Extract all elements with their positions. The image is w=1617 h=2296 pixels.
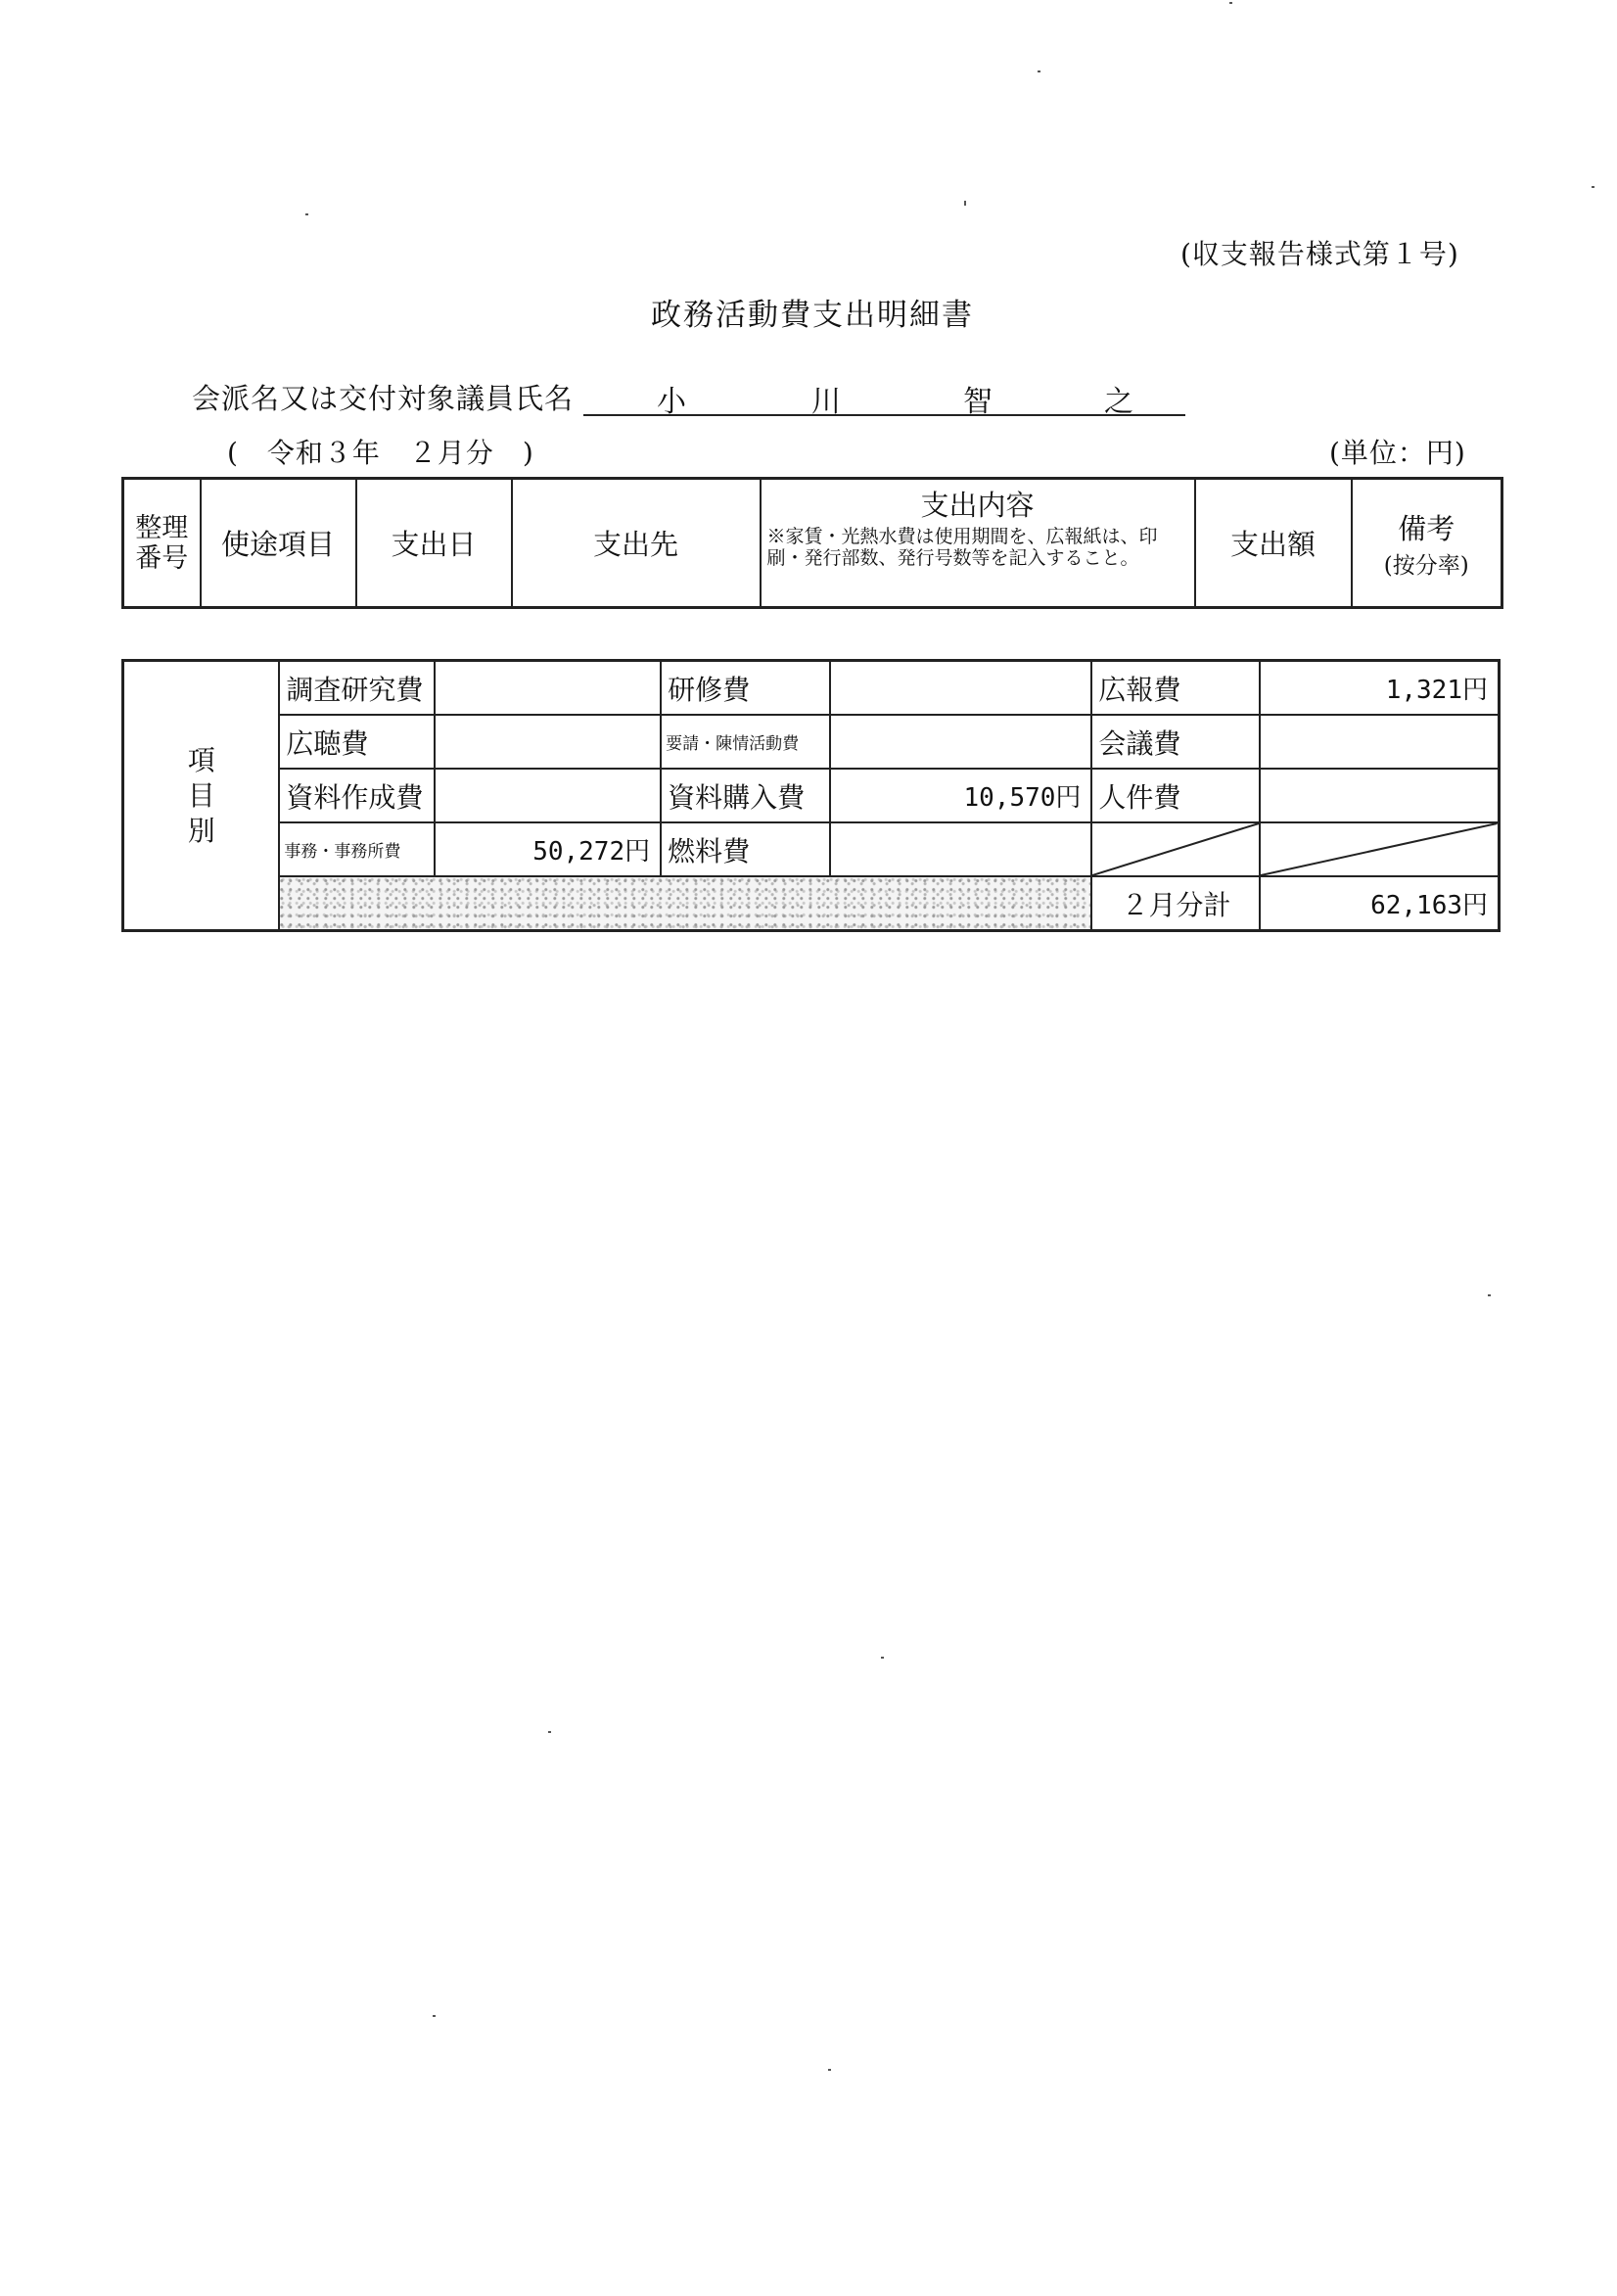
period: ( 令和３年 ２月分 ) [227,437,534,469]
detail-header-table [121,477,1503,609]
summary-row [123,661,1500,716]
value-kouchouhi [435,715,661,769]
form-number: (収支報告様式第１号) [1180,238,1459,270]
summary-table [121,659,1501,932]
scan-speck [828,2069,831,2071]
unit-label: (単位：円) [1329,437,1466,469]
label-shiryou-kounyuuhi: 資料購入費 [661,769,830,822]
header-shishutsu-gaku: 支出額 [1195,479,1352,608]
header-shishutsu-naiyou-title: 支出内容 [920,489,1035,522]
label-kenshuuhi: 研修費 [661,661,830,716]
masked-area [279,876,1091,931]
member-name-char-3: 智 [963,385,993,419]
total-value: 62,163円 [1260,876,1499,931]
summary-side-label [123,661,280,931]
value-jimusho-hi: 50,272円 [435,822,661,876]
empty-diagonal-cell [1260,822,1499,876]
header-shishutsu-naiyou-note: ※家賃・光熱水費は使用期間を、広報紙は、印刷・発行部数、発行号数等を記入すること。 [766,526,1158,569]
header-bikou-sub: (按分率) [1383,552,1469,579]
member-name-underline [583,414,1185,416]
header-seiri-bangou: 整理番号 [123,479,201,608]
member-name-row [192,377,1190,418]
header-bikou [1352,479,1502,608]
label-shiryou-sakuseihi: 資料作成費 [279,769,435,822]
label-kouhouhi: 広報費 [1091,661,1260,716]
member-name-char-2: 川 [811,385,841,419]
label-kaigihi: 会議費 [1091,715,1260,769]
header-shishutsu-naiyou [761,479,1195,608]
document-title: 政務活動費支出明細書 [651,298,974,333]
scan-speck [433,2015,436,2017]
scan-speck [305,213,308,215]
label-chousa-kenkyuuhi: 調査研究費 [279,661,435,716]
scan-speck [881,1657,884,1659]
scan-speck [1592,186,1594,188]
member-name-label: 会派名又は交付対象議員氏名 [192,382,575,415]
scan-speck [1229,2,1232,4]
scan-speck [548,1731,551,1733]
label-jinkenhi: 人件費 [1091,769,1260,822]
scan-speck [1488,1294,1491,1296]
summary-row [123,715,1500,769]
value-kaigihi [1260,715,1499,769]
value-nenryouhi [830,822,1091,876]
header-shishutsu-bi: 支出日 [356,479,512,608]
diagonal-slash [1261,823,1498,875]
summary-row [123,769,1500,822]
summary-row [123,822,1500,876]
label-kouchouhi: 広聴費 [279,715,435,769]
header-bikou-title: 備考 [1398,511,1455,545]
label-nenryouhi: 燃料費 [661,822,830,876]
total-label: ２月分計 [1091,876,1260,931]
summary-side-label-text: 項目別 [187,743,215,847]
summary-total-row [123,876,1500,931]
member-name-char-4: 之 [1104,385,1133,419]
value-chousa-kenkyuuhi [435,661,661,716]
diagonal-slash [1092,823,1259,875]
member-name-char-1: 小 [657,385,686,419]
label-yousei-chinjou: 要請・陳情活動費 [661,715,830,769]
value-shiryou-kounyuuhi: 10,570円 [830,769,1091,822]
value-shiryou-sakuseihi [435,769,661,822]
header-shito-koumoku: 使途項目 [201,479,356,608]
value-kouhouhi: 1,321円 [1260,661,1499,716]
header-shishutsu-saki: 支出先 [512,479,761,608]
scan-speck [1038,70,1040,72]
value-jinkenhi [1260,769,1499,822]
value-yousei-chinjou [830,715,1091,769]
label-jimusho-hi: 事務・事務所費 [279,822,435,876]
value-kenshuuhi [830,661,1091,716]
scan-speck [964,201,966,206]
empty-diagonal-cell [1091,822,1260,876]
